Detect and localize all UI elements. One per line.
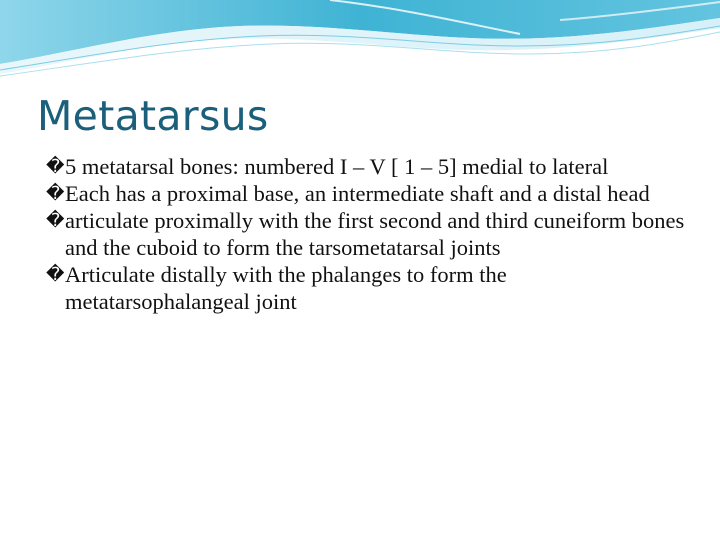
slide-title: Metatarsus — [37, 92, 269, 140]
bullet-marker-icon: � — [46, 264, 65, 285]
bullet-marker-icon: � — [46, 210, 65, 231]
header-wave-decoration — [0, 0, 720, 90]
bullet-item — [46, 261, 686, 315]
bullet-text: Each has a proximal base, an intermediate shaft and a distal head — [65, 181, 650, 206]
bullet-item — [46, 207, 686, 261]
bullet-item — [46, 153, 686, 180]
bullet-item — [46, 180, 686, 207]
bullet-list — [46, 153, 686, 315]
bullet-text: Articulate distally with the phalanges to form the metatarsophalangeal joint — [65, 262, 507, 314]
bullet-marker-icon: � — [46, 183, 65, 204]
bullet-marker-icon: � — [46, 156, 65, 177]
bullet-text: 5 metatarsal bones: numbered I – V [ 1 – 5] medial to lateral — [65, 154, 609, 179]
bullet-text: articulate proximally with the first second and third cuneiform bones and the cuboid to form the tarsometatarsal joints — [65, 208, 685, 260]
